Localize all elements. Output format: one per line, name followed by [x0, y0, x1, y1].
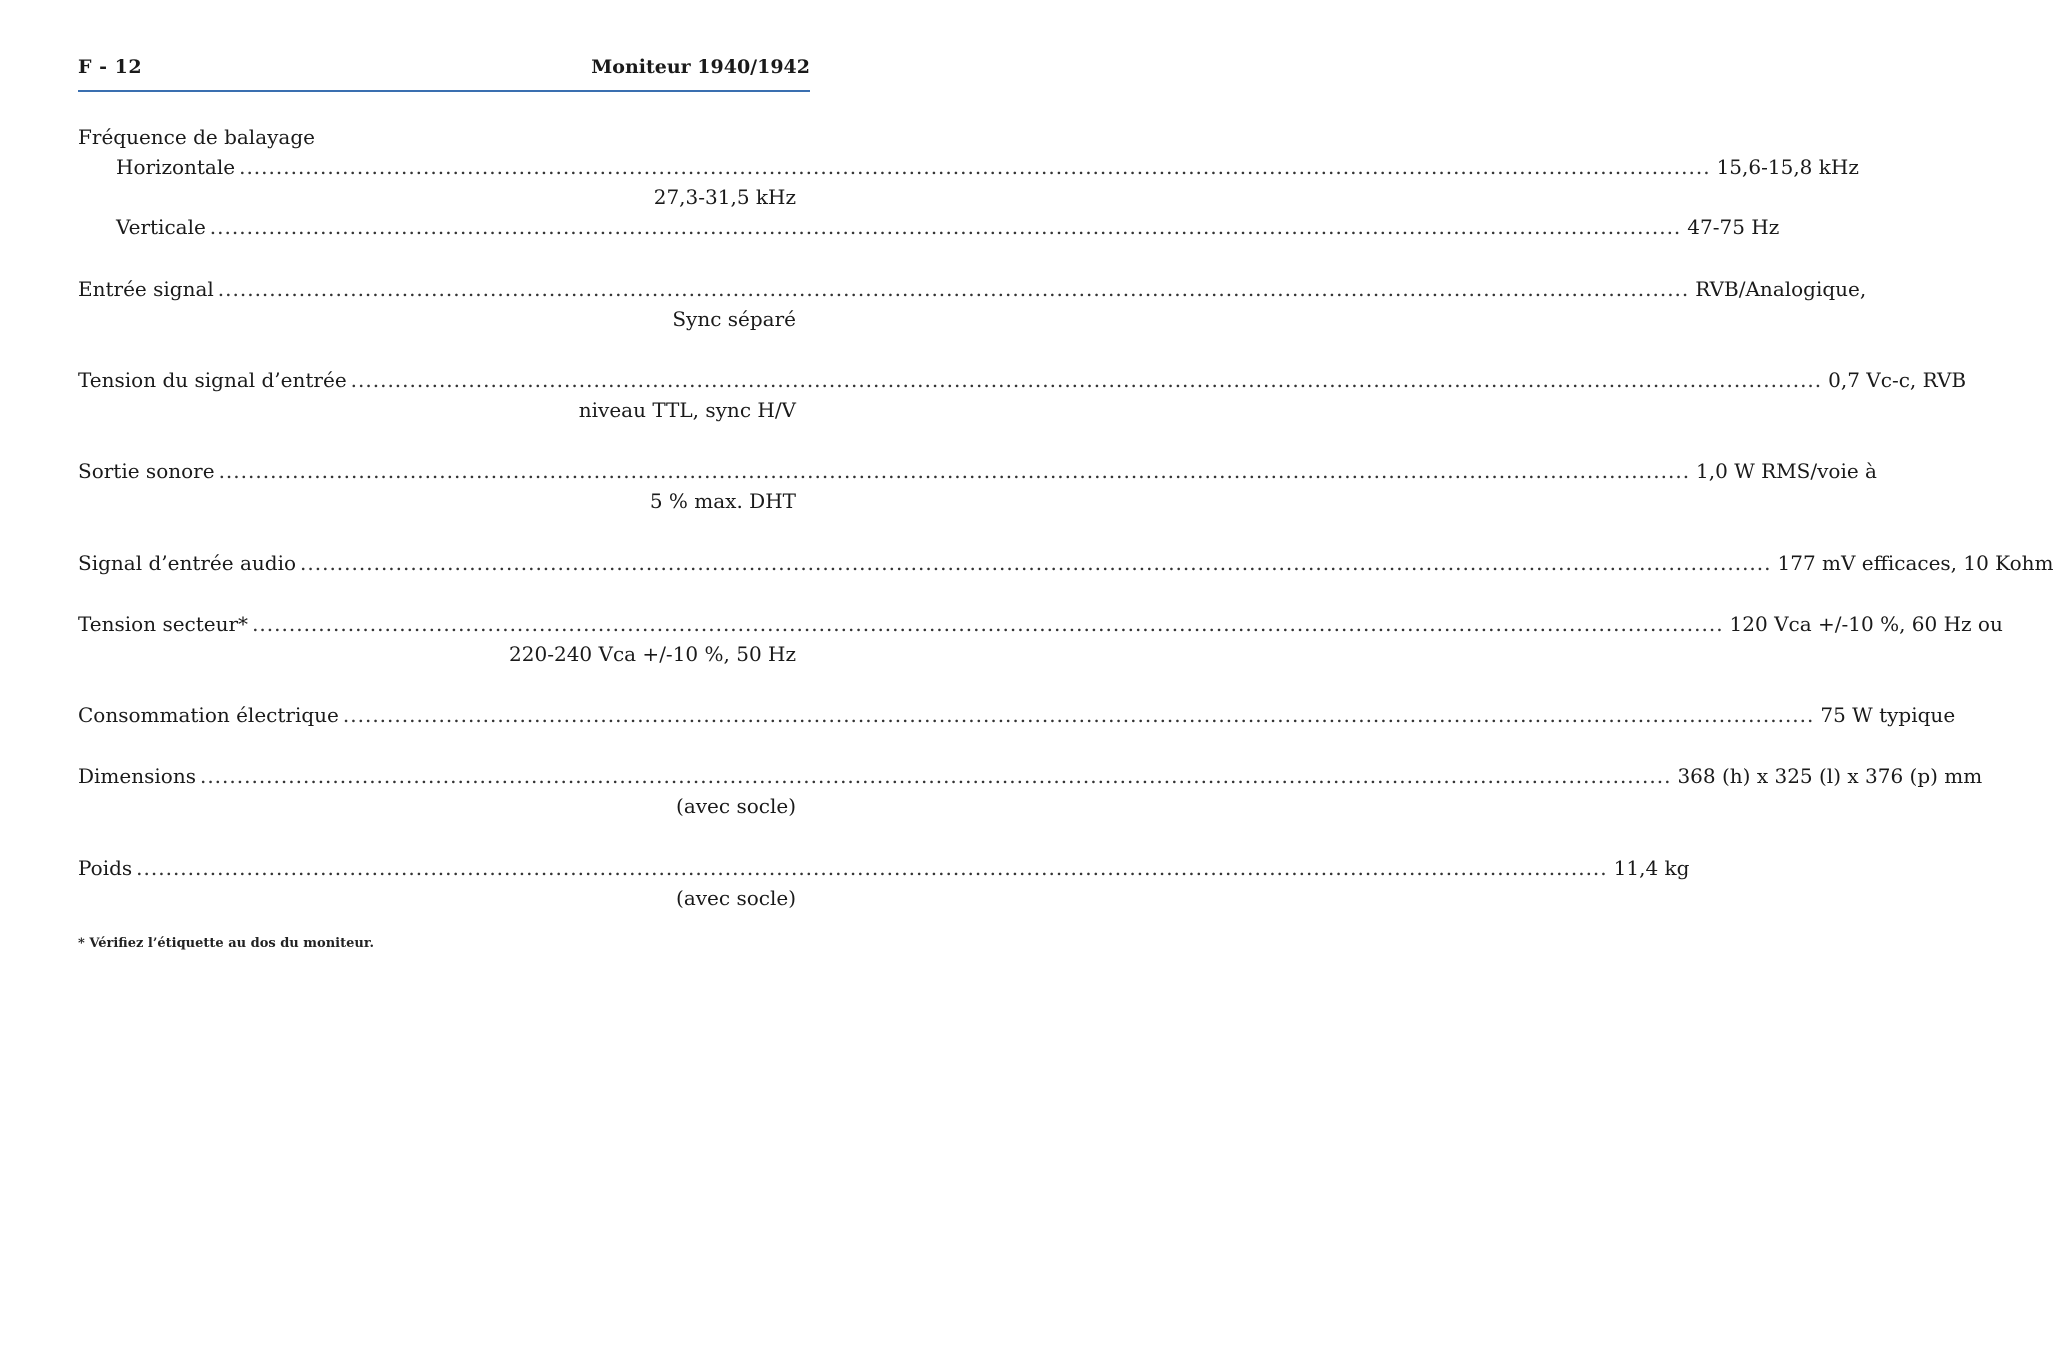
spec-row-vertical: [78, 212, 1780, 242]
spec-value-continued: 220-240 Vca +/-10 %, 50 Hz: [509, 642, 796, 666]
spec-weight: [78, 853, 1690, 913]
spec-heading: Fréquence de balayage: [78, 125, 315, 149]
spec-label: Signal d’entrée audio: [78, 551, 297, 575]
dot-leader: ........................................................................................................................................................................................................: [239, 155, 1711, 179]
spec-row: [78, 609, 2003, 639]
dot-leader: ........................................................................................................................................................................................................: [199, 764, 1672, 788]
spec-value: 47-75 Hz: [1687, 215, 1780, 239]
dot-leader: ........................................................................................................................................................................................................: [350, 368, 1823, 392]
page-header: [78, 56, 810, 92]
spec-value: 1,0 W RMS/voie à: [1696, 459, 1877, 483]
dot-leader: ........................................................................................................................................................................................................: [218, 459, 1691, 483]
spec-row: [78, 700, 1956, 730]
spec-scan-frequency: [78, 122, 1859, 242]
spec-label: Consommation électrique: [78, 703, 339, 727]
spec-row: [78, 274, 1867, 304]
dot-leader: ........................................................................................................................................................................................................: [252, 612, 1724, 636]
spec-value: 368 (h) x 325 (l) x 376 (p) mm: [1677, 764, 1983, 788]
footnote: * Vérifiez l’étiquette au dos du moniteur.: [78, 936, 375, 951]
spec-label: Verticale: [116, 215, 206, 239]
spec-value: 15,6-15,8 kHz: [1716, 155, 1859, 179]
spec-label: Sortie sonore: [78, 459, 215, 483]
spec-label: Dimensions: [78, 764, 196, 788]
spec-value-continued: niveau TTL, sync H/V: [578, 398, 796, 422]
dot-leader: ........................................................................................................................................................................................................: [136, 856, 1608, 880]
spec-value-continued: 27,3-31,5 kHz: [653, 185, 796, 209]
spec-label: Tension secteur*: [78, 612, 249, 636]
spec-label: Horizontale: [116, 155, 236, 179]
spec-row: [78, 548, 2053, 578]
spec-audio-input: [78, 548, 2053, 578]
dot-leader: ........................................................................................................................................................................................................: [342, 703, 1815, 727]
spec-value: 75 W typique: [1820, 703, 1956, 727]
spec-label: Tension du signal d’entrée: [78, 368, 347, 392]
spec-value: RVB/Analogique,: [1695, 277, 1867, 301]
dot-leader: ........................................................................................................................................................................................................: [209, 215, 1682, 239]
spec-row: [78, 456, 1877, 486]
spec-value: 120 Vca +/-10 %, 60 Hz ou: [1729, 612, 2003, 636]
spec-value-continued: (avec socle): [676, 794, 796, 818]
spec-label: Poids: [78, 856, 133, 880]
page-number: F - 12: [78, 56, 143, 78]
spec-value-continued: (avec socle): [676, 886, 796, 910]
spec-dimensions: [78, 761, 1983, 821]
spec-value: 0,7 Vc-c, RVB: [1828, 368, 1967, 392]
spec-input-voltage: [78, 365, 1967, 425]
spec-value-continued: Sync séparé: [672, 307, 796, 331]
spec-heading-row: [78, 122, 796, 152]
spec-row: [78, 365, 1967, 395]
spec-label: Entrée signal: [78, 277, 214, 301]
spec-row: [78, 853, 1690, 883]
spec-signal-input: [78, 274, 1867, 334]
spec-row-horizontal: [78, 152, 1859, 182]
spec-power: [78, 700, 1956, 730]
spec-row: [78, 761, 1983, 791]
document-title: Moniteur 1940/1942: [591, 56, 810, 78]
spec-value: 11,4 kg: [1613, 856, 1690, 880]
spec-line-voltage: [78, 609, 2003, 669]
spec-audio-output: [78, 456, 1877, 516]
dot-leader: ........................................................................................................................................................................................................: [300, 551, 1772, 575]
spec-value-continued: 5 % max. DHT: [649, 489, 796, 513]
dot-leader: ........................................................................................................................................................................................................: [217, 277, 1690, 301]
spec-value: 177 mV efficaces, 10 Kohm: [1777, 551, 2053, 575]
